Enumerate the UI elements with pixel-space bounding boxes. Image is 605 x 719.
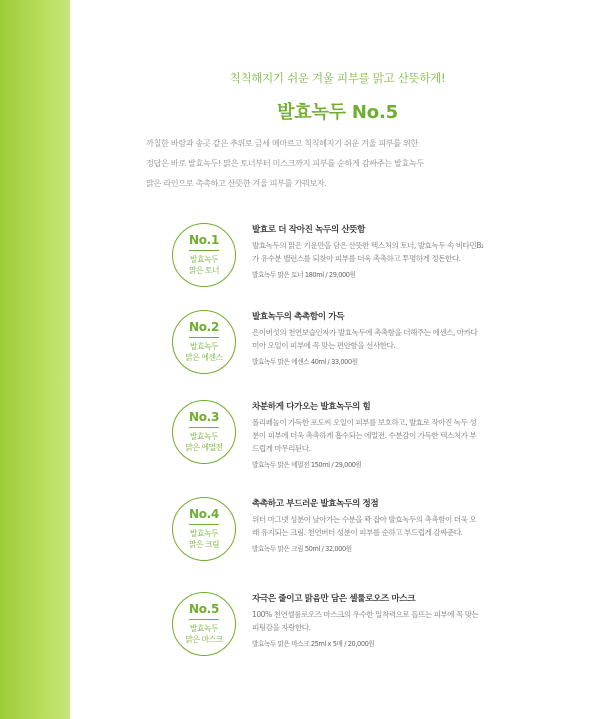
product-number: No.3 [189,410,219,424]
header [70,70,605,124]
product-title: 촉촉하고 부드러운 발효녹두의 정점 [252,499,379,509]
product-title: 발효로 더 작아진 녹두의 산뜻함 [252,225,366,235]
product-spec: 발효녹두 맑은 토너 180ml / 29,000원 [252,271,356,279]
product-badge [172,223,236,287]
badge-divider [189,250,219,251]
description-line: 폴리페놀이 가득한 포도씨 오일이 피부를 보호하고, 발효로 작아진 녹두 성 [252,418,477,427]
product-short-name: 발효녹두 [189,529,219,538]
description-line: 위터 마그넷 성분이 날아가는 수분을 꽉 잡아 발효녹두의 촉촉함이 더욱 오 [252,515,477,524]
product-spec: 발효녹두 맑은 에센스 40ml / 33,000원 [252,358,358,366]
intro-line: 까칠한 바람과 송곳 같은 추위로 금세 메마르고 칙칙해지기 쉬운 겨울 피부를 위한 [146,138,419,148]
description-line: 래 유지되는 크림. 천연버터 성분이 피부를 순하고 부드럽게 감싸준다. [252,528,463,537]
product-description [252,239,552,265]
product-short-name: 맑은 에센스 [185,353,223,362]
page-title: 발효녹두 No.5 [277,102,398,123]
product-short-name: 맑은 토너 [188,266,220,275]
product-title: 자극은 줄이고 맑음만 담은 셀룰로오즈 마스크 [252,594,416,604]
product-short-name: 맑은 크림 [188,540,220,549]
description-line: 은이버섯의 천연보습인자가 발효녹두에 촉촉함을 더해주는 에센스, 마카다 [252,328,478,337]
product-short-name: 발효녹두 [189,255,219,264]
product-number: No.2 [189,320,219,334]
intro-paragraph [146,133,546,193]
badge-divider [189,427,219,428]
description-line: 가 유수분 밸런스를 되찾아 피부를 더욱 촉촉하고 투명하게 정돈한다. [252,254,461,263]
product-item-4 [172,497,552,587]
product-description [252,326,552,352]
product-item-1 [172,223,552,313]
product-title: 차분하게 다가오는 발효녹두의 힘 [252,402,371,412]
badge-divider [189,619,219,620]
description-line: 분이 피부에 더욱 촉촉하게 흡수되는 에멀전. 수분감이 가득한 텍스처가 부 [252,431,477,440]
product-item-5 [172,592,552,682]
product-badge [172,400,236,464]
product-description [252,608,552,634]
badge-divider [189,524,219,525]
product-short-name: 발효녹두 [189,432,219,441]
product-spec: 발효녹두 맑은 마스크 25ml x 5매 / 20,000원 [252,640,375,648]
intro-line: 맑은 라인으로 촉촉하고 산뜻한 겨울 피부를 가꿔보자. [146,178,327,188]
product-spec: 발효녹두 맑은 에멀전 150ml / 29,000원 [252,461,362,469]
product-info [252,497,552,553]
product-number: No.1 [189,233,219,247]
description-line: 드럽게 마무리된다. [252,444,311,453]
description-line: 발효녹두의 맑은 기운만을 담은 산뜻한 텍스처의 토너, 발효녹두 속 비타민B₂ [252,241,484,250]
product-number: No.4 [189,507,219,521]
product-item-3 [172,400,552,490]
product-description [252,513,552,539]
product-item-2 [172,310,552,400]
description-line: 미아 오일이 피부에 꼭 맞는 편안함을 선사한다. [252,341,396,350]
product-badge [172,310,236,374]
product-info [252,400,552,469]
green-side-bar [0,0,70,719]
subtitle: 칙칙해지기 쉬운 겨울 피부를 맑고 산뜻하게! [229,71,446,85]
badge-divider [189,337,219,338]
product-number: No.5 [189,602,219,616]
product-short-name: 맑은 마스크 [185,635,223,644]
product-badge [172,592,236,656]
product-info [252,310,552,366]
product-short-name: 맑은 에멀전 [185,443,223,452]
product-info [252,592,552,648]
product-title: 발효녹두의 촉촉함이 가득 [252,312,345,322]
product-spec: 발효녹두 맑은 크림 50ml / 32,000원 [252,545,352,553]
description-line: 피팅감을 자랑한다. [252,623,311,632]
intro-line: 정답은 바로 발효녹두! 맑은 토너부터 미스크까지 피부를 순하게 감싸주는 발효녹두 [146,158,425,168]
product-short-name: 발효녹두 [189,624,219,633]
product-info [252,223,552,279]
product-description [252,416,552,455]
description-line: 100% 천연셀룰로오즈 마스크의 우수한 밀착력으로 들뜨는 피부에 꼭 맞는 [252,610,479,619]
product-badge [172,497,236,561]
product-short-name: 발효녹두 [189,342,219,351]
